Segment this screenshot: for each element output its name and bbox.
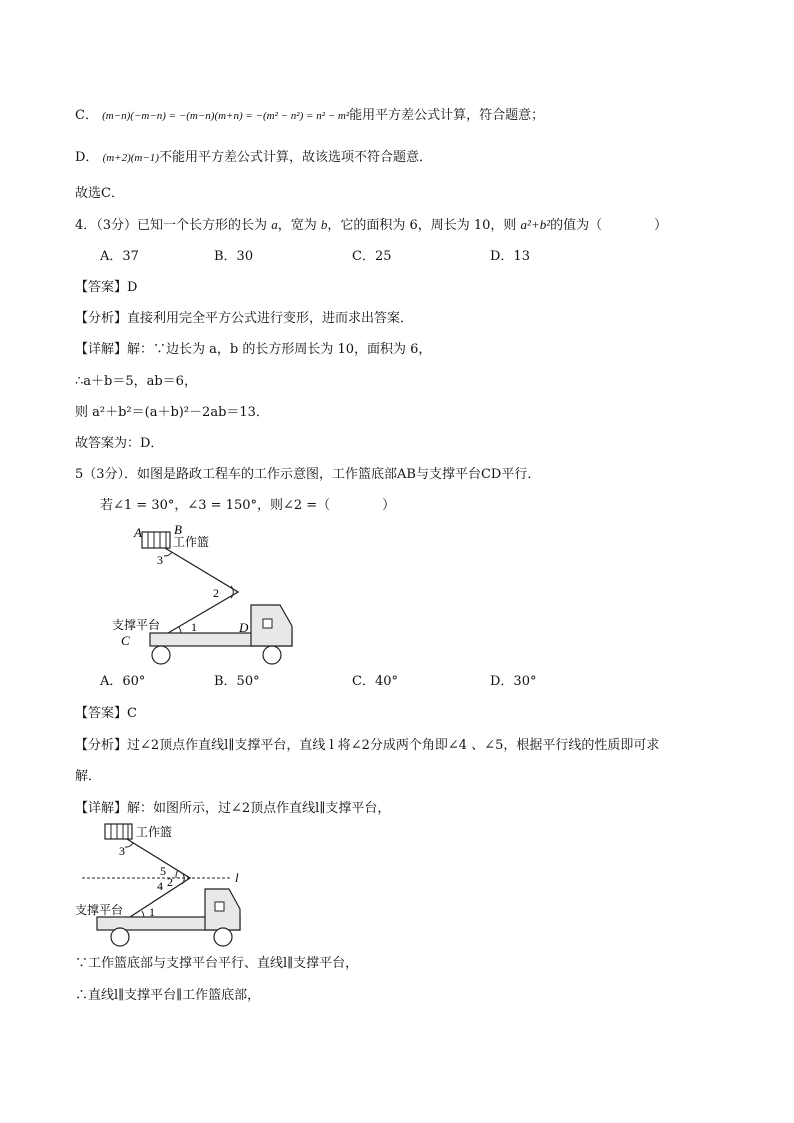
label-platform: 支撑平台 — [112, 618, 161, 632]
q4-stem-part: ，宽为 — [277, 218, 321, 233]
q4-answer: 【答案】D — [75, 280, 138, 295]
q4-detail-3: 则 a²＋b²＝(a＋b)²－2ab＝13． — [75, 405, 269, 420]
q5-detail-1: 【详解】解：如图所示，过∠2顶点作直线l∥支撑平台， — [75, 801, 391, 816]
option-c-explanation — [75, 107, 544, 125]
q4-stem-part: 的值为（ ） — [550, 218, 668, 233]
option-d-prefix: D． — [75, 150, 99, 165]
q5-figure-truck — [105, 520, 305, 665]
wheel — [263, 646, 281, 664]
label-angle-3: 3 — [157, 553, 163, 567]
q5-answer: 【答案】C — [75, 706, 137, 721]
label-angle-5: 5 — [160, 864, 166, 878]
label-angle-1: 1 — [149, 905, 155, 919]
q5-option-a: A．60° — [100, 674, 146, 689]
q5-stem-2: 若∠1 = 30°，∠3 = 150°，则∠2 =（ ） — [100, 498, 396, 513]
q4-expression: a²+b² — [520, 217, 551, 232]
label-a: A — [134, 525, 142, 540]
wheel — [214, 928, 232, 946]
q4-var-a: a — [271, 217, 278, 232]
q5-detail-2: ∵工作篮底部与支撑平台平行、直线l∥支撑平台， — [75, 956, 359, 971]
option-c-prefix: C． — [75, 108, 98, 123]
label-b: B — [174, 522, 182, 537]
q5-option-b: B．50° — [214, 674, 260, 689]
q5-analysis-2: 解． — [75, 769, 102, 784]
label-basket: 工作篮 — [173, 535, 210, 549]
label-c: C — [121, 633, 130, 648]
q4-stem-part: ，它的面积为 6，周长为 10，则 — [327, 218, 521, 233]
option-c-formula: (m−n)(−m−n) = −(m−n)(m+n) = −(m² − n²) = n² − m² — [102, 110, 350, 122]
q5-stem-1: 5（3分）．如图是路政工程车的工作示意图，工作篮底部AB与支撑平台CD平行． — [75, 467, 541, 482]
label-angle-4: 4 — [157, 879, 163, 893]
q4-detail-4: 故答案为：D． — [75, 436, 164, 451]
label-angle-1: 1 — [191, 620, 197, 634]
label-angle-3: 3 — [119, 844, 125, 858]
wheel — [111, 928, 129, 946]
q4-var-b: b — [320, 217, 328, 232]
label-platform: 支撑平台 — [75, 903, 124, 917]
q5-detail-3: ∴直线l∥支撑平台∥工作篮底部， — [75, 988, 261, 1003]
label-angle-2: 2 — [167, 875, 173, 889]
label-angle-2: 2 — [213, 586, 219, 600]
wheel — [152, 646, 170, 664]
q5-option-c: C．40° — [352, 674, 398, 689]
option-d-text: 不能用平方差公式计算，故该选项不符合题意． — [158, 150, 432, 165]
q5-figure-truck-with-line — [75, 820, 275, 948]
q5-option-d: D．30° — [490, 674, 537, 689]
q4-detail-1: 【详解】解：∵边长为 a，b 的长方形周长为 10，面积为 6， — [75, 342, 432, 357]
q4-detail-2: ∴a＋b＝5，ab＝6， — [75, 374, 197, 389]
label-d: D — [239, 620, 249, 635]
boom-arm — [165, 548, 238, 633]
option-c-text: 能用平方差公式计算，符合题意； — [349, 108, 545, 123]
q5-options — [0, 673, 794, 691]
option-d-explanation — [75, 149, 432, 167]
q4-analysis: 【分析】直接利用完全平方公式进行变形，进而求出答案． — [75, 311, 414, 326]
label-l: l — [235, 870, 239, 885]
q4-options — [0, 248, 794, 266]
q4-stem — [75, 216, 667, 235]
q4-stem-part: 4．（3分）已知一个长方形的长为 — [75, 218, 272, 233]
q4-option-c: C．25 — [352, 249, 392, 264]
q5-analysis-1: 【分析】过∠2顶点作直线l∥支撑平台，直线 l 将∠2分成两个角即∠4 、∠5，根据平行线的性质即可求 — [75, 738, 660, 753]
choose-c-line: 故选C． — [75, 186, 124, 201]
q4-option-b: B．30 — [214, 249, 254, 264]
option-d-formula: (m+2)(m−1) — [102, 152, 159, 164]
q4-option-d: D．13 — [490, 249, 530, 264]
q4-option-a: A．37 — [100, 249, 139, 264]
label-basket: 工作篮 — [136, 825, 173, 839]
